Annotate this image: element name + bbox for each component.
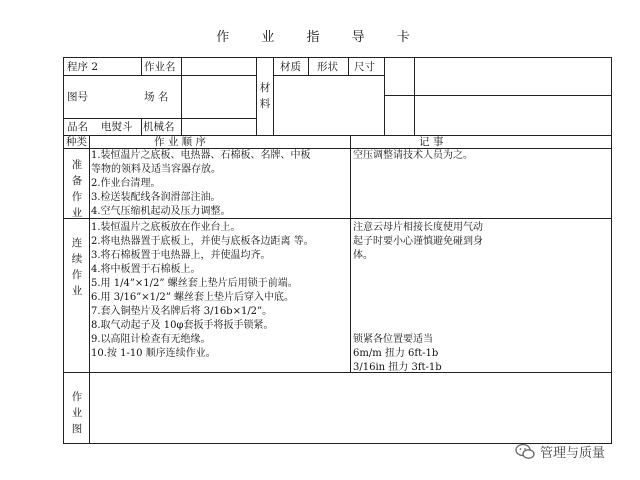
machine-label: 机械名 (143, 121, 175, 133)
continuous-note: 体。 (353, 250, 373, 261)
divider (273, 58, 274, 135)
divider (64, 118, 256, 119)
divider (384, 95, 611, 96)
continuous-step: 7.套入铜垫片及名牌后将 3/16b×1/2”。 (91, 306, 273, 317)
divider (308, 58, 309, 75)
continuous-step: 3.将石棉板置于电热器上，并使温均齐。 (91, 250, 271, 261)
continuous-step: 6.用 3/16”×1/2” 螺丝套上垫片后穿入中底。 (91, 292, 295, 303)
product-value: 电熨斗 (101, 121, 133, 133)
divider (141, 118, 142, 135)
divider (89, 135, 90, 443)
prep-step: 等物的领料及适当容器存放。 (91, 164, 221, 175)
drawing-number-label: 图号 (67, 91, 88, 103)
divider (414, 58, 415, 135)
continuous-note: 6m/m 扭力 6ft-1b (353, 348, 439, 359)
divider (64, 75, 256, 76)
material-column: 材质 (280, 61, 301, 73)
prep-note: 空压调整请技术人员为之。 (353, 150, 473, 161)
divider (64, 372, 611, 373)
continuous-step: 10.按 1-10 顺序连续作业。 (91, 348, 216, 359)
continuous-step: 4.将中板置于石棉板上。 (91, 264, 201, 275)
continuous-step: 2.将电热器置于底板上，并使与底板各边距离 等。 (91, 236, 314, 247)
shape-column: 形状 (317, 61, 338, 73)
continuous-note: 3/16in 扭力 3ft-1b (353, 362, 442, 373)
sequence-column-label: 作 业 顺 序 (154, 136, 207, 148)
continuous-note: 注意云母片相接长度使用气动 (353, 222, 483, 233)
size-column: 尺寸 (354, 61, 375, 73)
notes-column-label: 记 事 (419, 136, 444, 148)
continuous-step: 8.取气动起子及 10φ套扳手将扳手锁紧。 (91, 320, 274, 331)
continuous-note: 起子时要小心谨慎避免碰到身 (353, 236, 483, 247)
divider (64, 135, 611, 136)
material-label: 材料 (259, 82, 271, 110)
divider (350, 135, 351, 372)
prep-step: 1.装恒温片之底板、电热器、石棉板、名牌、中板 (91, 150, 311, 161)
product-label: 品名 (67, 121, 88, 133)
prep-step: 2.作业台清理。 (91, 178, 161, 189)
divider (181, 58, 182, 135)
page-title: 作 业 指 导 卡 (216, 30, 424, 45)
prep-section-label: 准备作业 (71, 159, 83, 219)
watermark-text: 管理与质量 (540, 445, 606, 461)
divider (348, 58, 349, 75)
work-instruction-card (63, 57, 612, 444)
operation-name-label: 作业名 (144, 61, 176, 73)
wechat-icon (515, 443, 535, 460)
continuous-step: 9.以高阻计检查有无绝缘。 (91, 334, 211, 345)
divider (273, 75, 384, 76)
continuous-step: 5.用 1/4”×1/2” 螺丝套上垫片后用锁于前端。 (91, 278, 298, 289)
sequence-label: 程序 2 (67, 61, 99, 73)
continuous-step: 1.装恒温片之底板放在作业台上。 (91, 222, 241, 233)
divider (384, 58, 385, 135)
continuous-note: 锁紧各位置要适当 (353, 334, 433, 345)
continuous-section-label: 连续作业 (71, 237, 83, 297)
divider (141, 58, 142, 75)
site-label: 场 名 (144, 91, 169, 103)
divider (256, 58, 257, 135)
type-column-label: 种类 (66, 136, 87, 148)
diagram-section-label: 作业图 (71, 391, 83, 435)
prep-step: 3.检送装配线各润滑部注油。 (91, 192, 221, 203)
watermark (515, 440, 605, 462)
prep-step: 4.空气压缩机起动及压力调整。 (91, 206, 231, 217)
